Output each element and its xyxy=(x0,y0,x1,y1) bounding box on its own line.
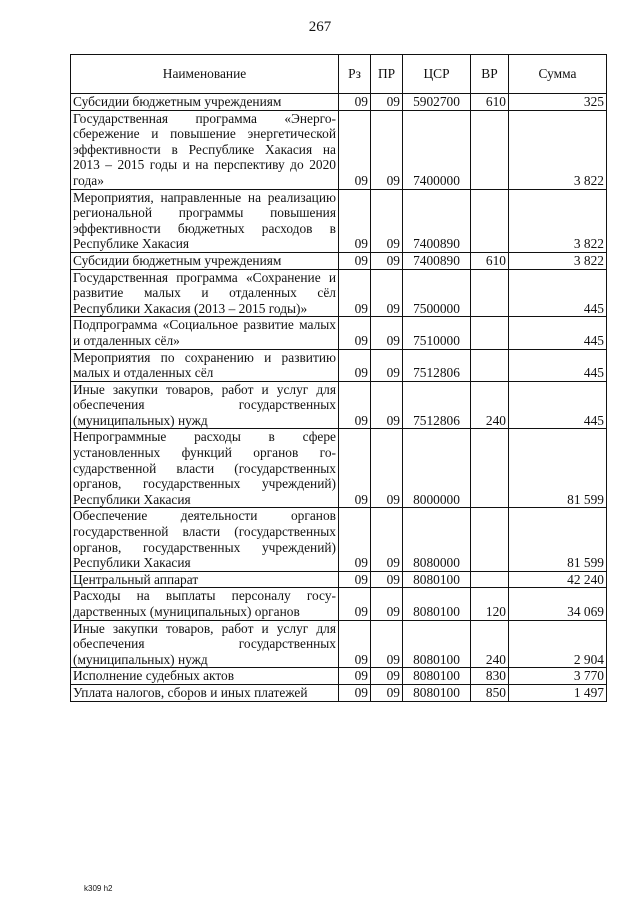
row-csr: 8080000 xyxy=(403,508,471,571)
header-rz: Рз xyxy=(339,55,371,94)
row-rz: 09 xyxy=(339,317,371,349)
header-vr: ВР xyxy=(471,55,509,94)
row-pr: 09 xyxy=(371,94,403,111)
row-name: Обеспечение деятельности органов государственной власти (государственных органов, государственных учреждений) Республики Хакасия xyxy=(71,508,339,571)
row-pr: 09 xyxy=(371,620,403,668)
table-row xyxy=(71,684,607,701)
row-csr: 8000000 xyxy=(403,429,471,508)
row-csr: 7512806 xyxy=(403,381,471,429)
row-csr: 5902700 xyxy=(403,94,471,111)
row-vr xyxy=(471,317,509,349)
row-csr: 7400000 xyxy=(403,110,471,189)
table-row xyxy=(71,252,607,269)
row-rz: 09 xyxy=(339,349,371,381)
table-body xyxy=(71,94,607,702)
row-sum: 3 822 xyxy=(509,110,607,189)
row-name: Расходы на выплаты персоналу государственных (муниципальных) органов xyxy=(71,588,339,620)
row-sum: 3 822 xyxy=(509,189,607,252)
row-name: Мероприятия, направленные на реализацию региональной программы повышения эффективности бюджетных расходов в Республике Хакасия xyxy=(71,189,339,252)
row-pr: 09 xyxy=(371,381,403,429)
row-sum: 445 xyxy=(509,381,607,429)
table-row xyxy=(71,588,607,620)
row-name: Иные закупки товаров, работ и услуг для обеспечения государственных (муниципальных) нужд xyxy=(71,620,339,668)
row-vr xyxy=(471,508,509,571)
row-vr xyxy=(471,571,509,588)
header-pr: ПР xyxy=(371,55,403,94)
row-rz: 09 xyxy=(339,110,371,189)
table-row xyxy=(71,110,607,189)
row-rz: 09 xyxy=(339,429,371,508)
row-name: Исполнение судебных актов xyxy=(71,668,339,685)
table-row xyxy=(71,317,607,349)
row-name: Непрограммные расходы в сфере установленных функций органов государственной власти (государственных органов, государственных учреждений) Республики Хакасия xyxy=(71,429,339,508)
row-rz: 09 xyxy=(339,588,371,620)
row-pr: 09 xyxy=(371,668,403,685)
row-pr: 09 xyxy=(371,508,403,571)
header-row xyxy=(71,55,607,94)
row-vr: 830 xyxy=(471,668,509,685)
row-rz: 09 xyxy=(339,269,371,317)
row-name: Субсидии бюджетным учреждениям xyxy=(71,252,339,269)
header-name: Наименование xyxy=(71,55,339,94)
row-sum: 325 xyxy=(509,94,607,111)
row-name: Субсидии бюджетным учреждениям xyxy=(71,94,339,111)
row-rz: 09 xyxy=(339,189,371,252)
row-name: Мероприятия по сохранению и развитию малых и отдаленных сёл xyxy=(71,349,339,381)
row-csr: 7500000 xyxy=(403,269,471,317)
row-name: Иные закупки товаров, работ и услуг для обеспечения государственных (муниципальных) нужд xyxy=(71,381,339,429)
table-row xyxy=(71,429,607,508)
row-csr: 7400890 xyxy=(403,252,471,269)
row-vr: 610 xyxy=(471,94,509,111)
row-vr xyxy=(471,349,509,381)
table-row xyxy=(71,269,607,317)
row-rz: 09 xyxy=(339,94,371,111)
row-pr: 09 xyxy=(371,429,403,508)
row-sum: 42 240 xyxy=(509,571,607,588)
row-pr: 09 xyxy=(371,684,403,701)
table-row xyxy=(71,381,607,429)
row-name: Государственная программа «Энергосбережение и повышение энергетической эффективности в Республике Хакасия на 2013 – 2015 годы и на перспективу до 2020 года» xyxy=(71,110,339,189)
row-csr: 7510000 xyxy=(403,317,471,349)
row-csr: 7400890 xyxy=(403,189,471,252)
row-name: Государственная программа «Сохранение и развитие малых и отдаленных сёл Республики Хакасия (2013 – 2015 годы)» xyxy=(71,269,339,317)
row-vr: 610 xyxy=(471,252,509,269)
row-csr: 8080100 xyxy=(403,571,471,588)
row-pr: 09 xyxy=(371,269,403,317)
row-vr xyxy=(471,269,509,317)
table-row xyxy=(71,349,607,381)
row-pr: 09 xyxy=(371,252,403,269)
row-sum: 3 770 xyxy=(509,668,607,685)
row-pr: 09 xyxy=(371,189,403,252)
row-vr xyxy=(471,110,509,189)
row-name: Подпрограмма «Социальное развитие малых и отдаленных сёл» xyxy=(71,317,339,349)
row-pr: 09 xyxy=(371,588,403,620)
row-sum: 445 xyxy=(509,349,607,381)
row-pr: 09 xyxy=(371,349,403,381)
page-number: 267 xyxy=(308,19,332,35)
row-rz: 09 xyxy=(339,620,371,668)
row-vr: 850 xyxy=(471,684,509,701)
table-row xyxy=(71,508,607,571)
row-vr xyxy=(471,189,509,252)
row-csr: 7512806 xyxy=(403,349,471,381)
row-vr: 240 xyxy=(471,620,509,668)
row-sum: 3 822 xyxy=(509,252,607,269)
row-name: Центральный аппарат xyxy=(71,571,339,588)
table-row xyxy=(71,571,607,588)
table-header xyxy=(71,55,607,94)
table-row xyxy=(71,94,607,111)
table-row xyxy=(71,620,607,668)
row-rz: 09 xyxy=(339,252,371,269)
row-csr: 8080100 xyxy=(403,620,471,668)
row-vr xyxy=(471,429,509,508)
row-sum: 81 599 xyxy=(509,429,607,508)
row-csr: 8080100 xyxy=(403,668,471,685)
row-rz: 09 xyxy=(339,508,371,571)
row-vr: 240 xyxy=(471,381,509,429)
row-pr: 09 xyxy=(371,110,403,189)
row-rz: 09 xyxy=(339,684,371,701)
row-sum: 81 599 xyxy=(509,508,607,571)
row-name: Уплата налогов, сборов и иных платежей xyxy=(71,684,339,701)
row-sum: 34 069 xyxy=(509,588,607,620)
table-row xyxy=(71,668,607,685)
row-rz: 09 xyxy=(339,668,371,685)
row-csr: 8080100 xyxy=(403,588,471,620)
row-sum: 445 xyxy=(509,269,607,317)
table-row xyxy=(71,189,607,252)
row-csr: 8080100 xyxy=(403,684,471,701)
footer-code: k309 h2 xyxy=(84,884,113,893)
row-pr: 09 xyxy=(371,317,403,349)
row-pr: 09 xyxy=(371,571,403,588)
row-rz: 09 xyxy=(339,381,371,429)
row-sum: 2 904 xyxy=(509,620,607,668)
row-rz: 09 xyxy=(339,571,371,588)
row-vr: 120 xyxy=(471,588,509,620)
header-csr: ЦСР xyxy=(403,55,471,94)
row-sum: 445 xyxy=(509,317,607,349)
budget-table xyxy=(70,54,607,702)
row-sum: 1 497 xyxy=(509,684,607,701)
header-sum: Сумма xyxy=(509,55,607,94)
